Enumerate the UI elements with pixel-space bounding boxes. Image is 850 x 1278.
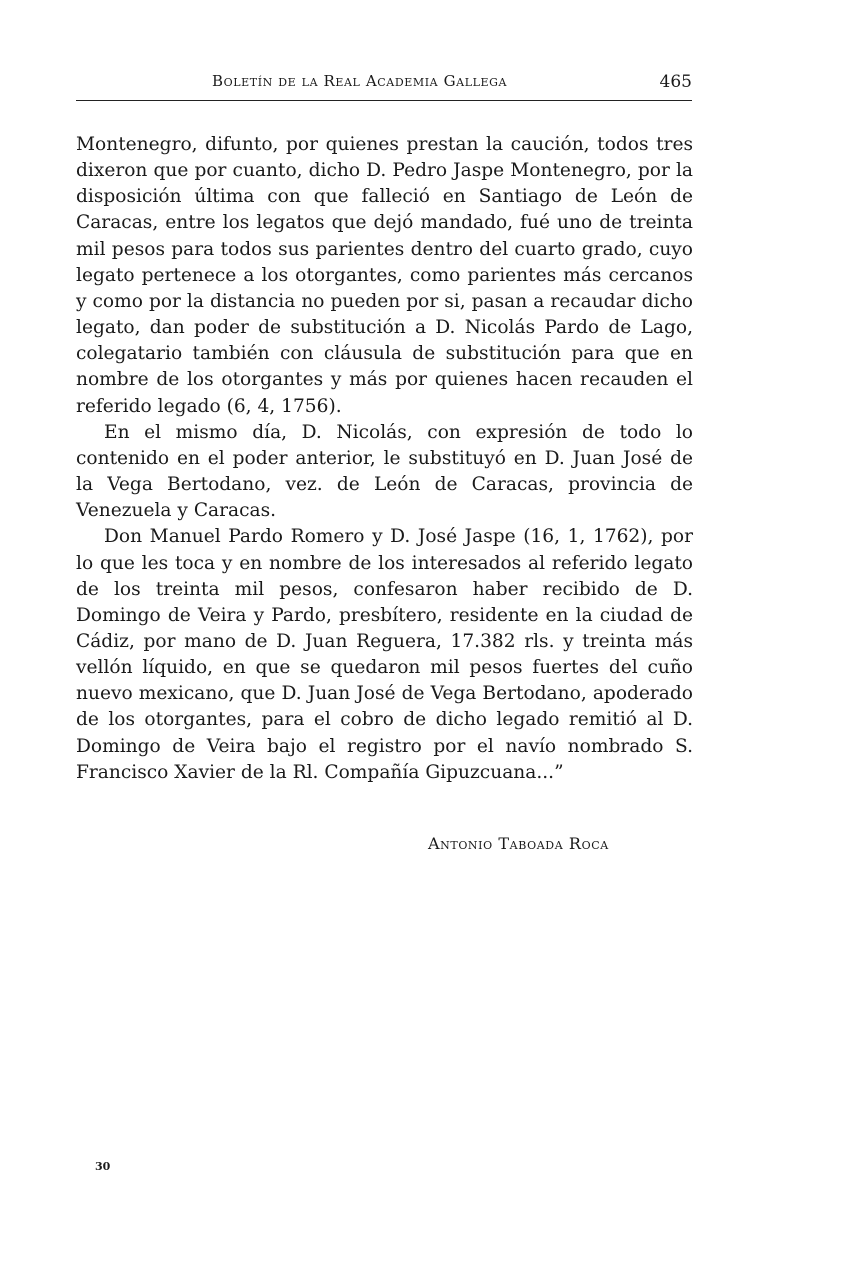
signature-mark: 30 <box>95 1160 111 1173</box>
author-signature: Antonio Taboada Roca <box>428 834 609 853</box>
paragraph: En el mismo día, D. Nicolás, con expresión de todo lo contenido en el poder anterior, le substituyó en D. Juan José de la Vega Bertodano, vez. de León de Caracas, provincia de Venezuela y Caracas. <box>76 421 693 522</box>
page-header <box>76 72 692 98</box>
body-text <box>76 132 693 786</box>
running-head: Boletín de la Real Academia Gallega <box>212 72 508 90</box>
page-number: 465 <box>659 72 692 92</box>
header-rule <box>76 100 692 101</box>
paragraph: Montenegro, difunto, por quienes prestan la caución, todos tres dixeron que por cuanto, dicho D. Pedro Jaspe Montenegro, por la disposición última con que falleció en Santiago de León de Caracas, entre los legatos que dejó mandado, fué uno de treinta mil pesos para todos sus parientes dentro del cuarto grado, cuyo legato pertenece a los otorgantes, como parientes más cercanos y como por la distancia no pueden por si, pasan a recaudar dicho legato, dan poder de substitución a D. Nicolás Pardo de Lago, colegatario también con cláusula de substitución para que en nombre de los otorgantes y más por quienes hacen recauden el referido legado (6, 4, 1756). <box>76 134 693 417</box>
paragraph: Don Manuel Pardo Romero y D. José Jaspe (16, 1, 1762), por lo que les toca y en nombre de los interesados al referido legato de los treinta mil pesos, confesaron haber recibido de D. Domingo de Veira y Pardo, presbítero, residente en la ciudad de Cádiz, por mano de D. Juan Reguera, 17.382 rls. y treinta más vellón líquido, en que se quedaron mil pesos fuertes del cuño nuevo mexicano, que D. Juan José de Vega Bertodano, apoderado de los otorgantes, para el cobro de dicho legado remitió al D. Domingo de Veira bajo el registro por el navío nombrado S. Francisco Xavier de la Rl. Compañía Gipuzcuana...” <box>76 526 693 783</box>
